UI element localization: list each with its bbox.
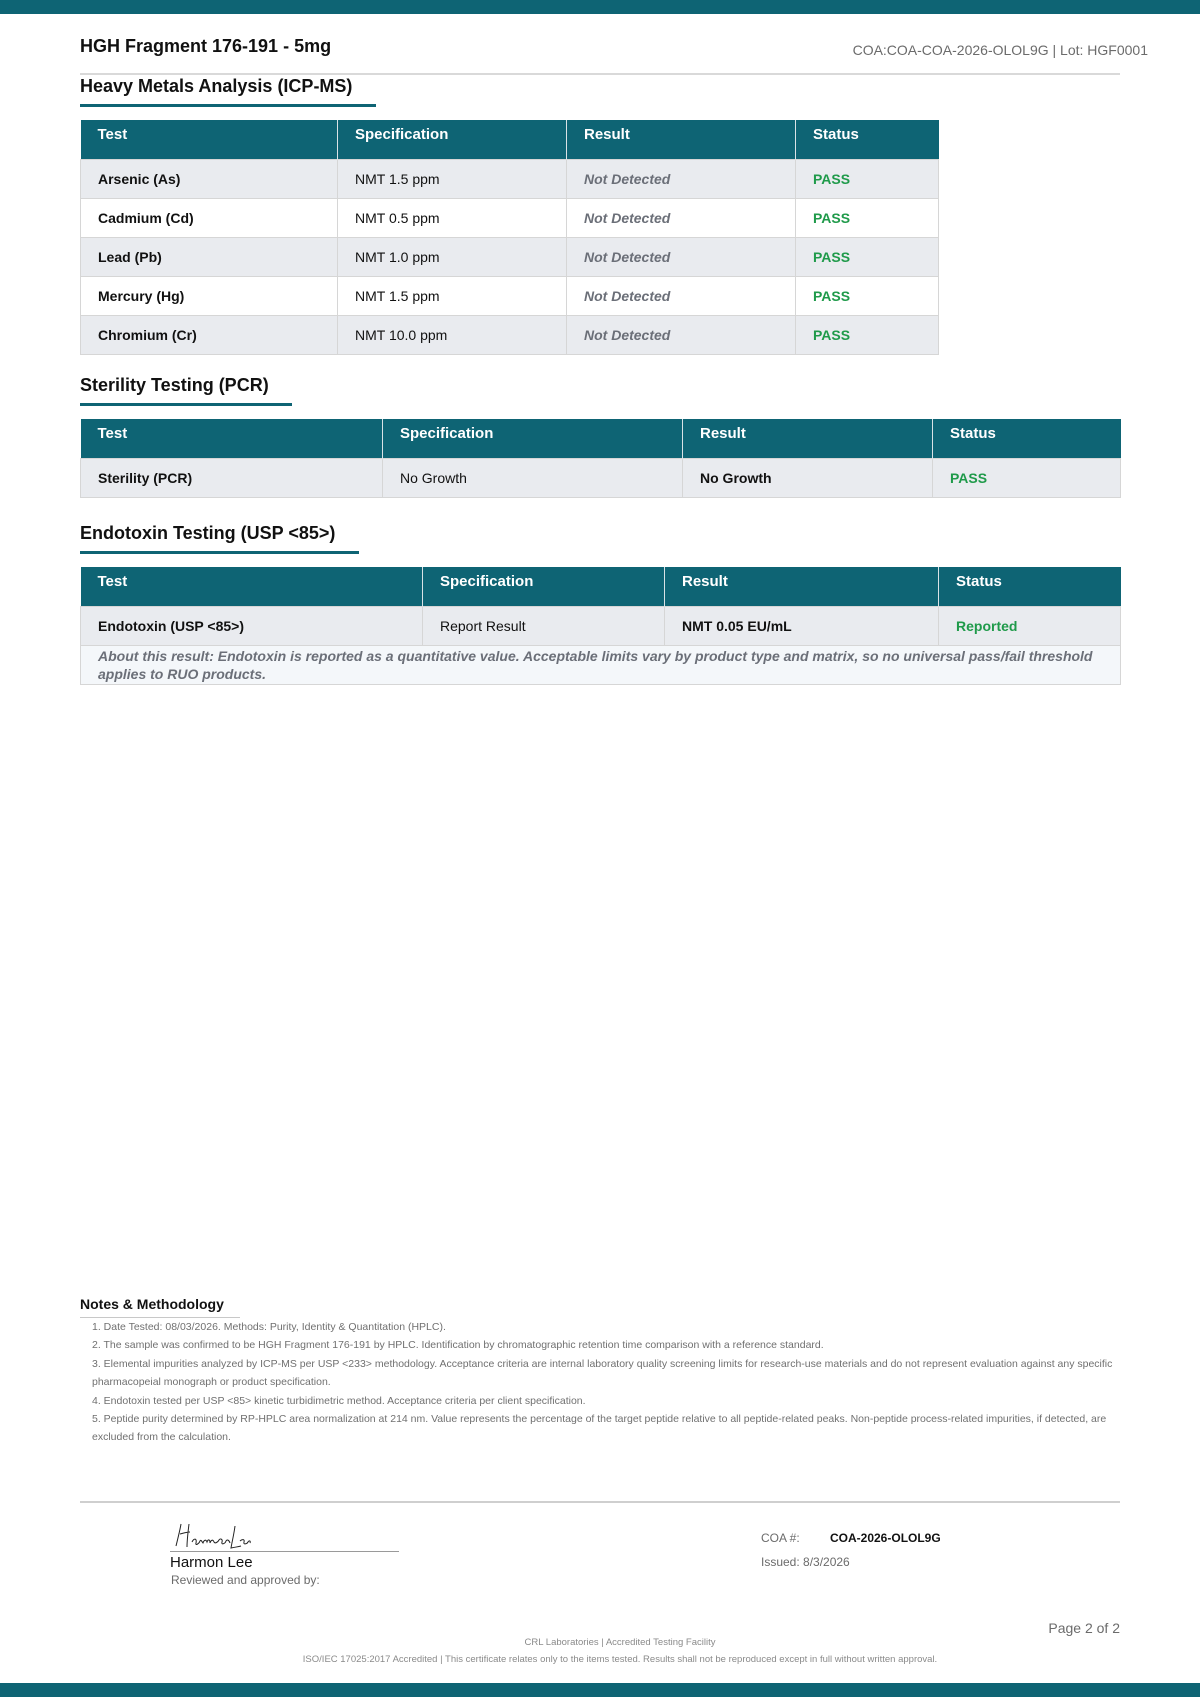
result: NMT 0.05 EU/mL — [665, 607, 939, 646]
specification: Report Result — [423, 607, 665, 646]
status-badge: PASS — [796, 277, 939, 316]
signature-caption: Reviewed and approved by: — [171, 1573, 320, 1587]
sterility-underline — [80, 403, 292, 406]
page-number: Page 2 of 2 — [1048, 1620, 1120, 1636]
test-name: Endotoxin (USP <85>) — [81, 607, 423, 646]
test-name: Arsenic (As) — [81, 160, 338, 199]
column-header-specification: Specification — [338, 120, 567, 160]
table-row — [81, 199, 939, 238]
specification: NMT 10.0 ppm — [338, 316, 567, 355]
test-name: Lead (Pb) — [81, 238, 338, 277]
list-item: 1. Date Tested: 08/03/2026. Methods: Purity, Identity & Quantitation (HPLC). — [92, 1321, 446, 1333]
result: Not Detected — [567, 277, 796, 316]
column-header-result: Result — [567, 120, 796, 160]
result: Not Detected — [567, 160, 796, 199]
sterility-table — [80, 419, 1121, 498]
status-badge: PASS — [933, 459, 1121, 498]
specification: No Growth — [383, 459, 683, 498]
column-header-result: Result — [665, 567, 939, 607]
result: Not Detected — [567, 316, 796, 355]
heavy-metals-title: Heavy Metals Analysis (ICP-MS) — [80, 76, 353, 96]
list-item: 5. Peptide purity determined by RP-HPLC area normalization at 214 nm. Value represents the percentage of the target peptide relative to all peptide-related peaks. Non-peptide process-related impurities, if detected, are excluded from the calculation. — [92, 1413, 1107, 1444]
header-divider — [80, 73, 1120, 75]
column-header-status: Status — [939, 567, 1121, 607]
notes-list — [80, 1318, 1132, 1447]
list-item: 2. The sample was confirmed to be HGH Fragment 176-191 by HPLC. Identification by chromatographic retention time comparison with a reference standard. — [92, 1339, 824, 1352]
table-header-row — [81, 567, 1121, 607]
test-name: Chromium (Cr) — [81, 316, 338, 355]
table-row — [81, 238, 939, 277]
test-name: Cadmium (Cd) — [81, 199, 338, 238]
coa-lot-reference: COA:COA-COA-2026-OLOL9G | Lot: HGF0001 — [852, 42, 1148, 58]
column-header-test: Test — [81, 419, 383, 459]
specification: NMT 0.5 ppm — [338, 199, 567, 238]
sterility-title: Sterility Testing (PCR) — [80, 375, 269, 395]
column-header-test: Test — [81, 120, 338, 160]
heavy-metals-underline — [80, 104, 376, 107]
accreditation-disclaimer: ISO/IEC 17025:2017 Accredited | This certificate relates only to the items tested. Results shall not be reproduced except in full without written approval. — [302, 1654, 938, 1665]
status-badge: PASS — [796, 238, 939, 277]
notes-title: Notes & Methodology — [80, 1296, 224, 1312]
result: Not Detected — [567, 238, 796, 277]
specification: NMT 1.5 ppm — [338, 277, 567, 316]
specification: NMT 1.0 ppm — [338, 238, 567, 277]
table-row-note — [81, 646, 1121, 685]
status-badge: PASS — [796, 316, 939, 355]
table-row — [81, 160, 939, 199]
column-header-specification: Specification — [383, 419, 683, 459]
result: Not Detected — [567, 199, 796, 238]
table-row — [81, 277, 939, 316]
status-badge: PASS — [796, 160, 939, 199]
column-header-result: Result — [683, 419, 933, 459]
status-badge: PASS — [796, 199, 939, 238]
lab-name: CRL Laboratories | Accredited Testing Facility — [524, 1637, 716, 1648]
handwritten-signature — [172, 1520, 252, 1554]
signature-line — [170, 1551, 399, 1552]
signatory-name: Harmon Lee — [170, 1554, 253, 1571]
column-header-specification: Specification — [423, 567, 665, 607]
heavy-metals-table — [80, 120, 939, 355]
test-name: Mercury (Hg) — [81, 277, 338, 316]
table-row — [81, 316, 939, 355]
issued-date: Issued: 8/3/2026 — [761, 1555, 850, 1569]
column-header-test: Test — [81, 567, 423, 607]
table-row — [81, 459, 1121, 498]
endotoxin-table — [80, 567, 1121, 685]
specification: NMT 1.5 ppm — [338, 160, 567, 199]
endotoxin-title: Endotoxin Testing (USP <85>) — [80, 523, 336, 543]
footer-divider — [80, 1501, 1120, 1503]
list-item: 4. Endotoxin tested per USP <85> kinetic turbidimetric method. Acceptance criteria per client specification. — [92, 1394, 586, 1407]
bottom-brand-bar — [0, 1683, 1200, 1697]
coa-number-label: COA #: — [761, 1531, 800, 1545]
result: No Growth — [683, 459, 933, 498]
table-header-row — [81, 419, 1121, 459]
coa-number-value: COA-2026-OLOL9G — [830, 1531, 941, 1545]
document-title: HGH Fragment 176-191 - 5mg — [80, 36, 332, 56]
result-note: About this result: Endotoxin is reported as a quantitative value. Acceptable limits vary by product type and matrix, so no universal pass/fail threshold applies to RUO products. — [81, 646, 1121, 685]
top-brand-bar — [0, 0, 1200, 14]
table-header-row — [81, 120, 939, 160]
table-row — [81, 607, 1121, 646]
endotoxin-underline — [80, 551, 359, 554]
column-header-status: Status — [796, 120, 939, 160]
column-header-status: Status — [933, 419, 1121, 459]
list-item: 3. Elemental impurities analyzed by ICP-MS per USP <233> methodology. Acceptance criteria are internal laboratory quality screening limits for research-use materials and do not represent evaluation against any specific pharmacopeial monograph or product specification. — [92, 1357, 1113, 1389]
status-badge: Reported — [939, 607, 1121, 646]
test-name: Sterility (PCR) — [81, 459, 383, 498]
